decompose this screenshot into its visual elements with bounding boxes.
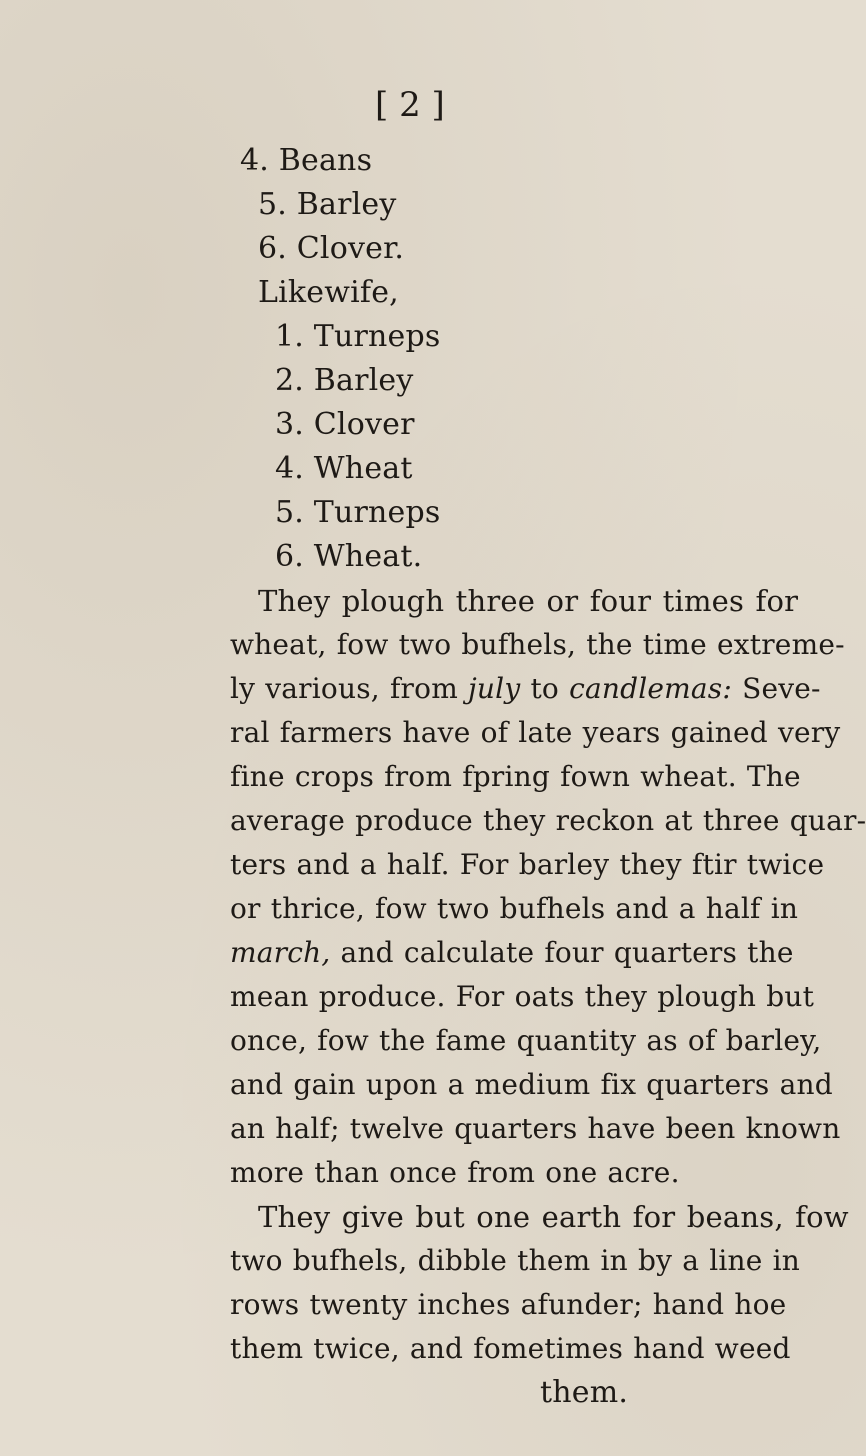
crop-list-1-item: 6. Clover. [258, 231, 405, 266]
crop-list-2-item: 5. Turneps [275, 495, 441, 530]
paragraph-1-line: or thrice, fow two bufhels and a half in [230, 892, 799, 925]
paragraph-2-line: them. [540, 1375, 629, 1410]
crop-list-2-item: 1. Turneps [275, 319, 441, 354]
paragraph-1-line: more than once from one acre. [230, 1156, 680, 1189]
paragraph-1-line: average produce they reckon at three quar- [230, 804, 866, 837]
paragraph-1-line: march, and calculate four quarters the [230, 936, 794, 969]
paragraph-2-line: them twice, and fometimes hand weed [230, 1332, 791, 1365]
paragraph-2-line: two bufhels, dibble them in by a line in [230, 1244, 801, 1277]
paragraph-1-line: an half; twelve quarters have been known [230, 1112, 841, 1145]
paragraph-1-line: and gain upon a medium fix quarters and [230, 1068, 833, 1101]
paragraph-1-line: fine crops from fpring fown wheat. The [230, 760, 801, 793]
paragraph-1-line: once, fow the fame quantity as of barley, [230, 1024, 822, 1057]
paragraph-1-line: They plough three or four times for [258, 584, 799, 618]
crop-list-2-item: 4. Wheat [275, 451, 413, 486]
crop-list-1-item: 4. Beans [240, 143, 373, 178]
crop-list-2-item: 3. Clover [275, 407, 415, 442]
likewise-heading: Likewife, [258, 275, 399, 310]
crop-list-2-item: 6. Wheat. [275, 539, 423, 574]
crop-list-1-item: 5. Barley [258, 187, 397, 222]
page-signature-mark: [ 2 ] [375, 85, 445, 125]
paragraph-1-line: ters and a half. For barley they ftir twice [230, 848, 825, 881]
crop-list-2-item: 2. Barley [275, 363, 414, 398]
paragraph-1-line: wheat, fow two bufhels, the time extreme- [230, 628, 845, 661]
paragraph-2-line: rows twenty inches afunder; hand hoe [230, 1288, 787, 1321]
paragraph-2-line: They give but one earth for beans, fow [258, 1200, 849, 1234]
paragraph-1-line: ral farmers have of late years gained very [230, 716, 841, 749]
paragraph-1-line: mean produce. For oats they plough but [230, 980, 815, 1013]
paragraph-1-line: ly various, from july to candlemas: Seve- [230, 672, 821, 705]
